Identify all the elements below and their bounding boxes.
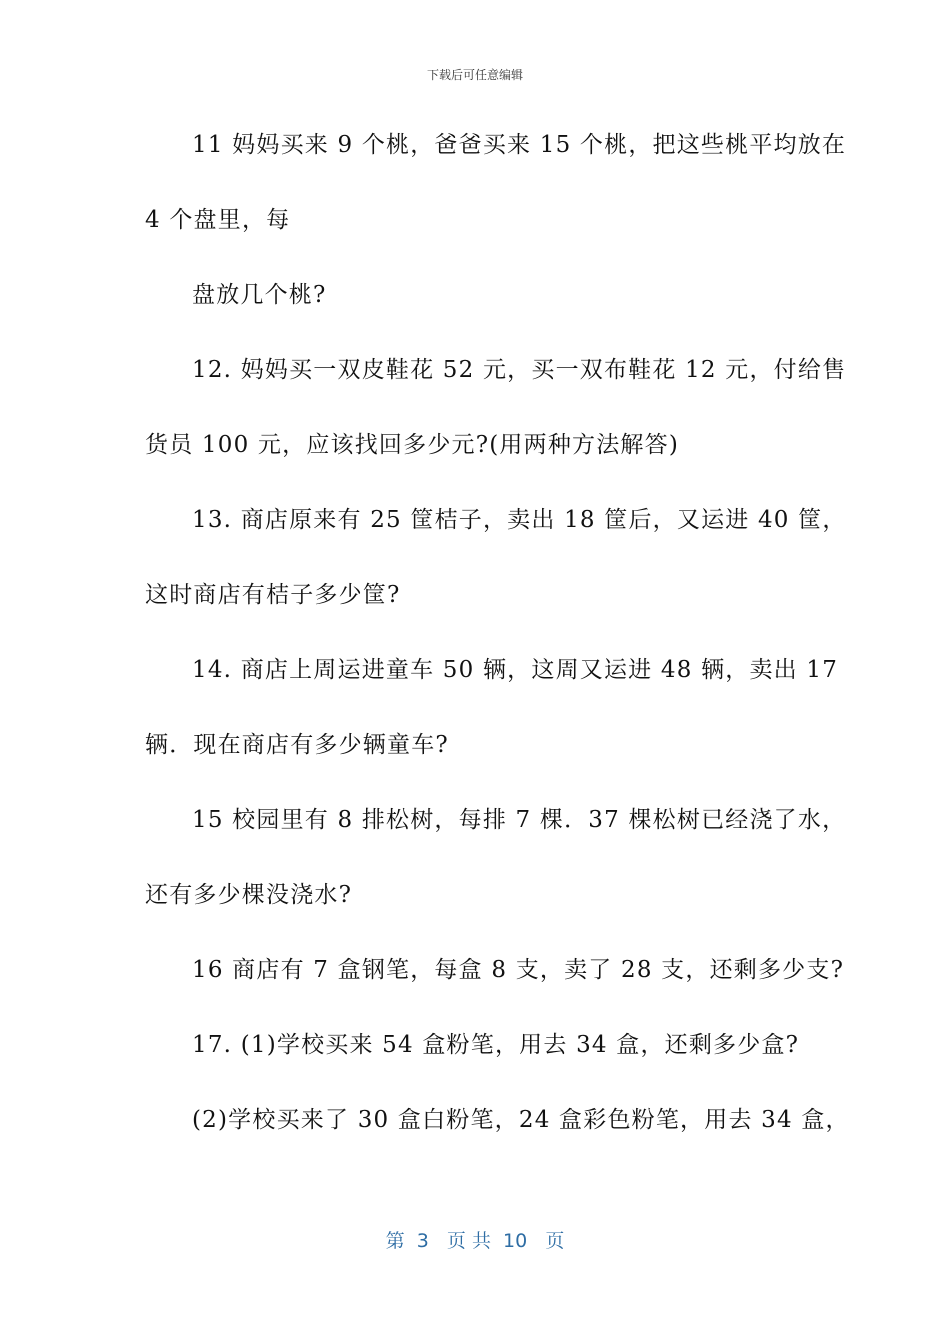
problem-17-line-1: 17. (1)学校买来 54 盒粉笔，用去 34 盒，还剩多少盒? — [192, 1032, 800, 1058]
problem-14-line-1: 14. 商店上周运进童车 50 辆，这周又运进 48 辆，卖出 17 — [192, 657, 839, 683]
problem-11-line-2: 4 个盘里，每 — [145, 207, 291, 233]
problem-17-line-2: (2)学校买来了 30 盒白粉笔，24 盒彩色粉笔，用去 34 盒， — [192, 1107, 850, 1133]
problem-12-line-2: 货员 100 元，应该找回多少元?(用两种方法解答) — [145, 432, 679, 458]
problem-15-line-1: 15 校园里有 8 排松树，每排 7 棵．37 棵松树已经浇了水， — [192, 807, 847, 833]
problem-14-line-2: 辆．现在商店有多少辆童车? — [145, 732, 449, 758]
page-footer: 第 3 页 共 10 页 — [385, 1230, 565, 1252]
problem-16-line-1: 16 商店有 7 盒钢笔，每盒 8 支，卖了 28 支，还剩多少支? — [192, 957, 845, 983]
problem-11-line-3: 盘放几个桃? — [192, 282, 327, 308]
problem-13-line-1: 13. 商店原来有 25 筐桔子，卖出 18 筐后，又运进 40 筐， — [192, 507, 847, 533]
problem-15-line-2: 还有多少棵没浇水? — [145, 882, 353, 908]
problem-12-line-1: 12. 妈妈买一双皮鞋花 52 元，买一双布鞋花 12 元，付给售 — [192, 357, 847, 383]
problem-11-line-1: 11 妈妈买来 9 个桃，爸爸买来 15 个桃，把这些桃平均放在 — [192, 132, 847, 158]
page-header: 下载后可任意编辑 — [426, 68, 523, 82]
problem-13-line-2: 这时商店有桔子多少筐? — [145, 582, 401, 608]
